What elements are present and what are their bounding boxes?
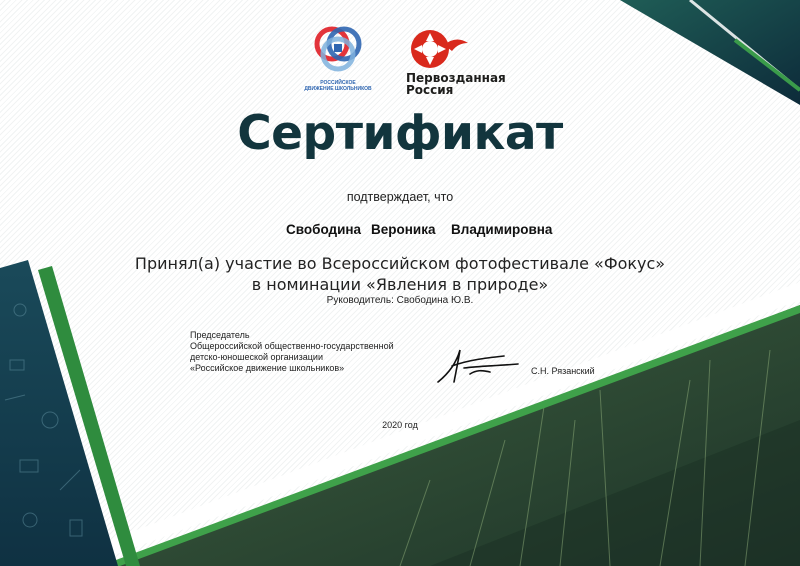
pr-logo-line1: Первозданная	[406, 71, 506, 85]
pr-logo-line2: Россия	[406, 83, 454, 97]
chairman-line: Председатель	[190, 330, 250, 340]
year-text: 2020 год	[382, 420, 418, 430]
participation-line-2: в номинации «Явления в природе»	[251, 275, 549, 294]
recipient-first-name: Вероника	[371, 222, 436, 237]
rdsh-logo-text	[300, 80, 376, 92]
rdsh-logo-line1: РОССИЙСКОЕ	[320, 80, 356, 86]
certificate-title: Сертификат	[237, 106, 563, 161]
signature	[434, 344, 528, 386]
chairman-line: Общероссийской общественно-государственной	[190, 341, 394, 351]
leader-text: Руководитель: Свободина Ю.В.	[326, 295, 474, 306]
confirms-text: подтверждает, что	[346, 190, 454, 204]
chairman-line: детско-юношеской организации	[190, 352, 323, 362]
chairman-line: «Российское движение школьников»	[190, 363, 345, 373]
pervozdannaya-rossiya-text	[406, 72, 506, 96]
recipient-surname: Свободина	[286, 222, 362, 237]
signer-name: С.Н. Рязанский	[531, 366, 595, 376]
rdsh-logo-line2: ДВИЖЕНИЕ ШКОЛЬНИКОВ	[304, 86, 372, 92]
recipient-patronymic: Владимировна	[451, 222, 553, 237]
participation-line-1: Принял(а) участие во Всероссийском фотофестивале «Фокус»	[134, 254, 666, 273]
chairman-block	[190, 330, 394, 374]
